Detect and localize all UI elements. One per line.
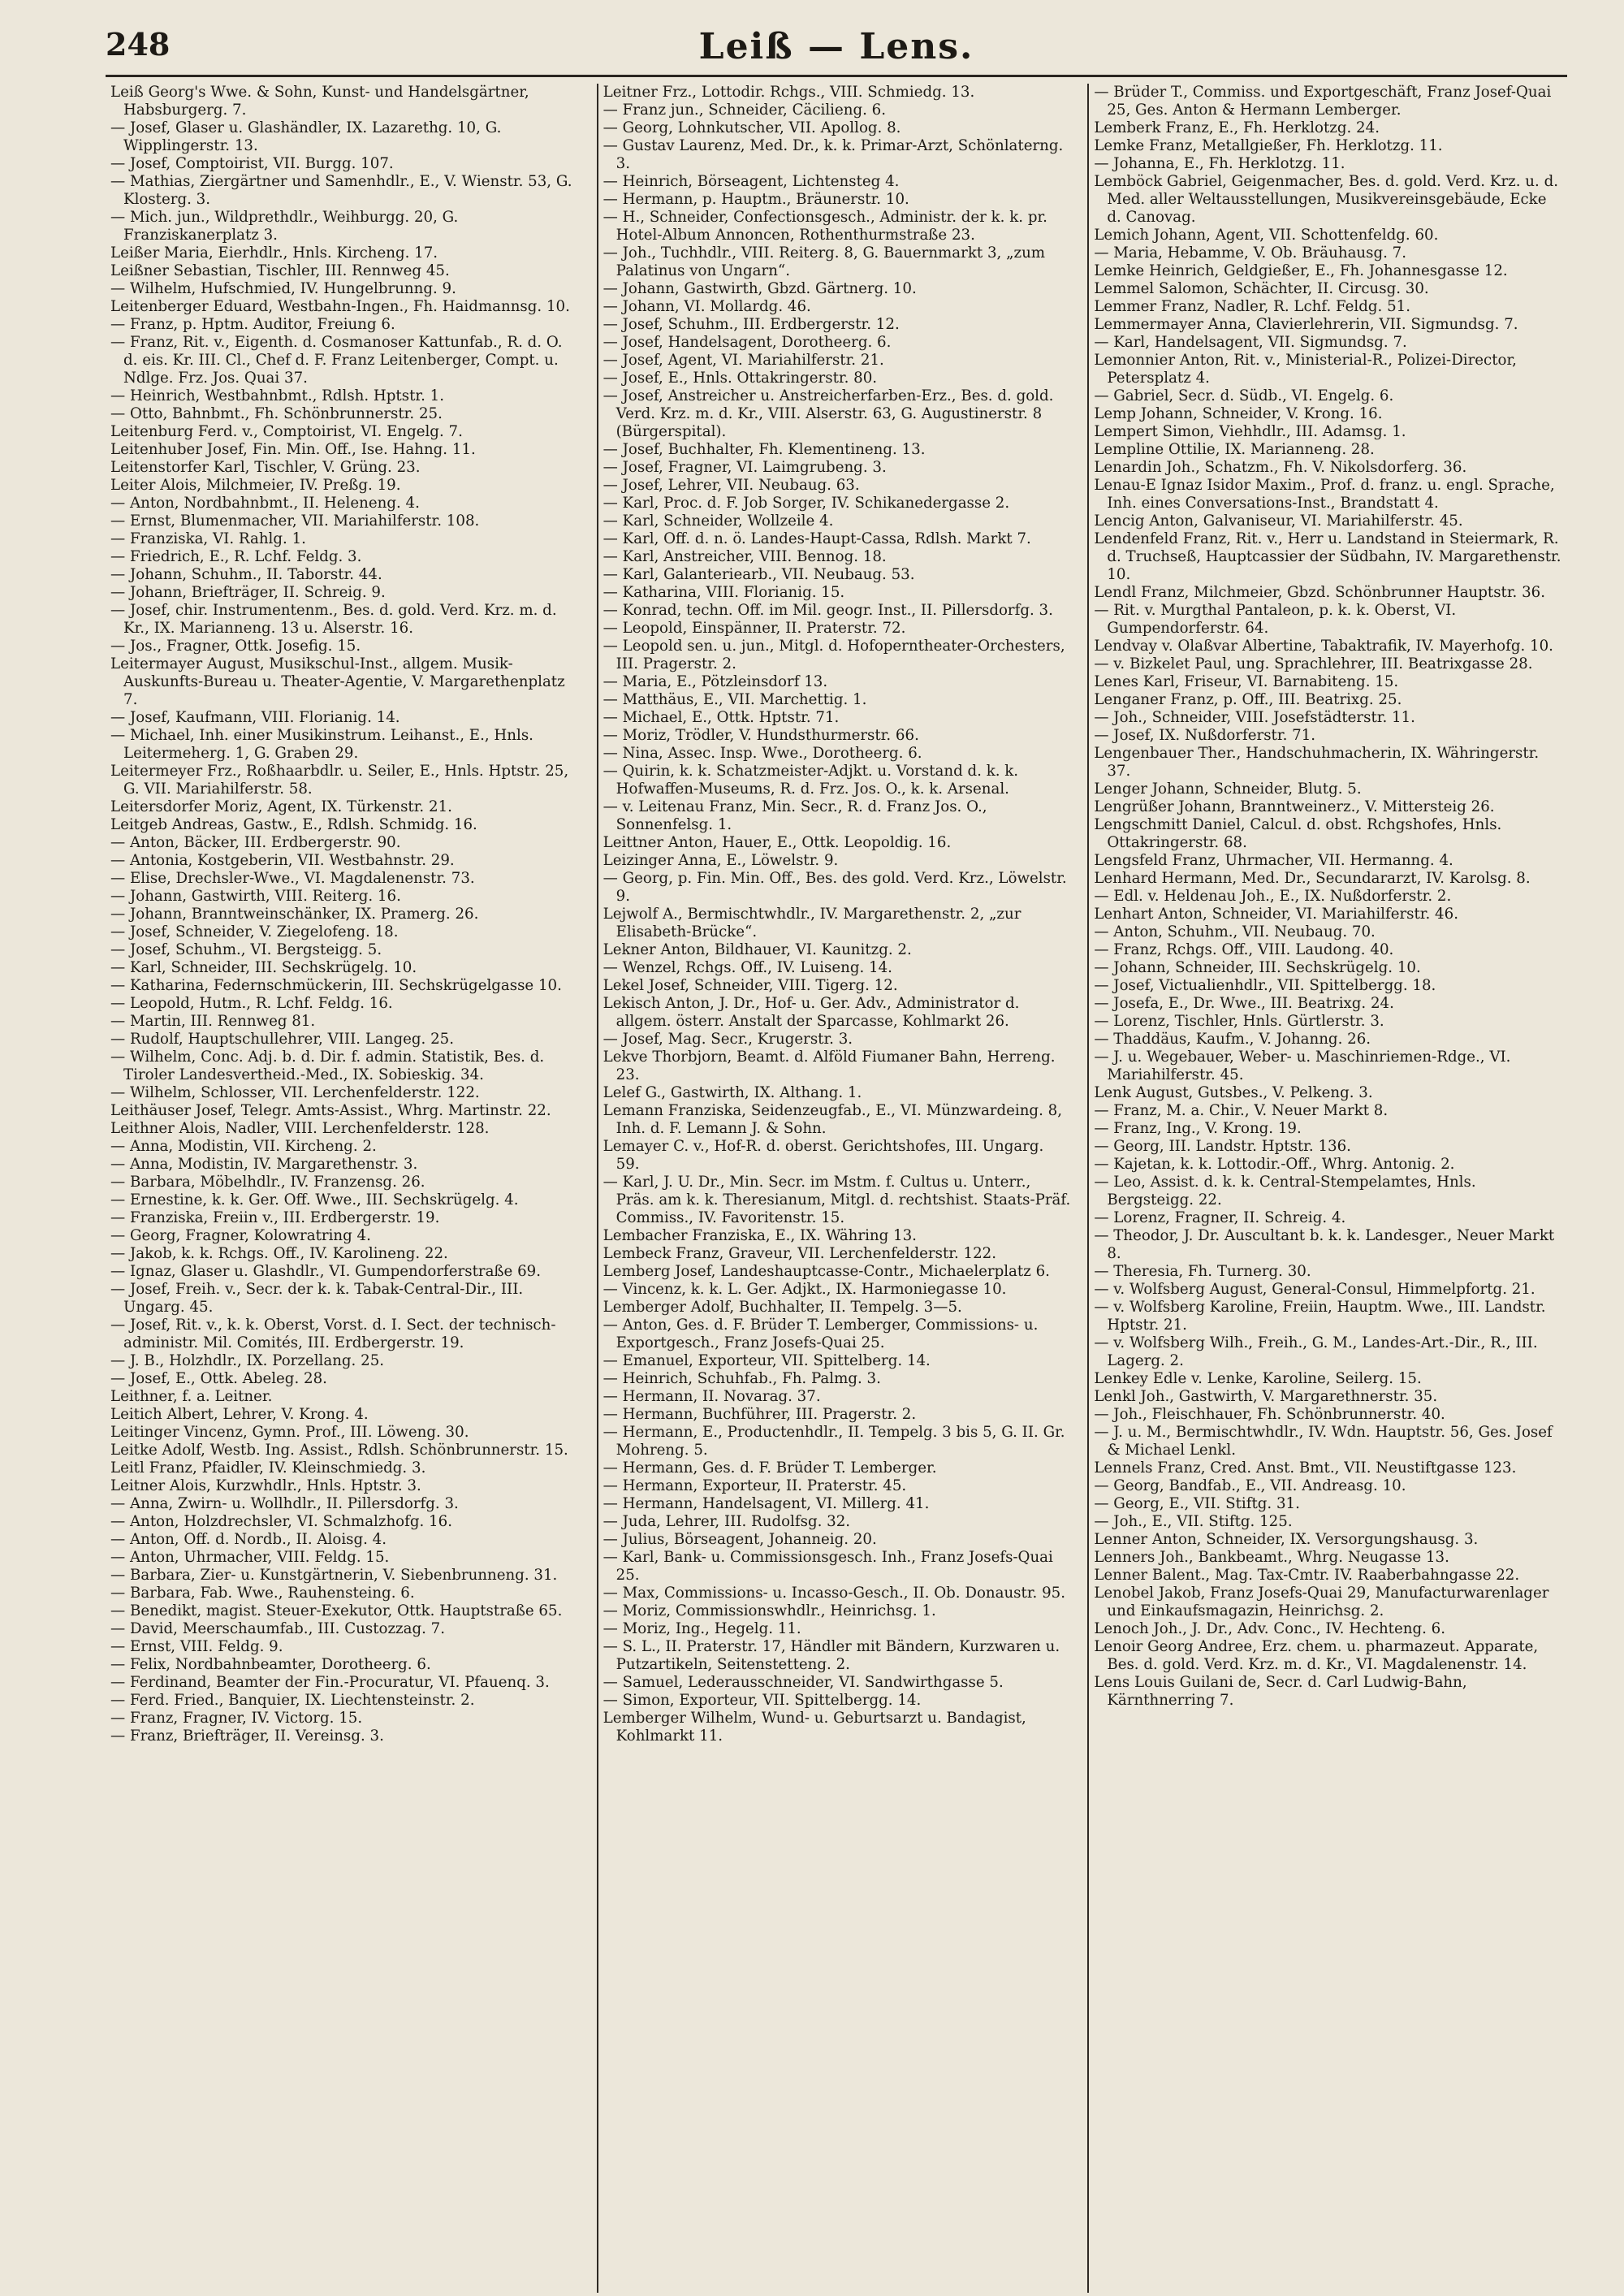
directory-entry: — Anton, Schuhm., VII. Neubaug. 70. — [1094, 923, 1376, 940]
directory-entry: — Karl, Galanteriearb., VII. Neubaug. 53. — [603, 566, 915, 583]
directory-entry: — Ernst, VIII. Feldg. 9. — [110, 1638, 283, 1655]
directory-entry: Lemonnier Anton, Rit. v., Ministerial-R., Polizei-Director, Petersplatz 4. — [1094, 352, 1517, 387]
directory-entry: — Hermann, Ges. d. F. Brüder T. Lemberger. — [603, 1459, 937, 1477]
directory-entry: Leiter Alois, Milchmeier, IV. Preßg. 19. — [110, 477, 401, 494]
directory-entry: — Karl, J. U. Dr., Min. Secr. im Mstm. f. Cultus u. Unterr., Präs. am k. k. Theresianum, Mitgl. d. rechtshist. Staats-Präf. Commiss., IV. Favoritenstr. 15. — [603, 1174, 1071, 1226]
directory-entry: — Franz, p. Hptm. Auditor, Freiung 6. — [110, 316, 395, 333]
directory-entry: Lembeck Franz, Graveur, VII. Lerchenfelderstr. 122. — [603, 1245, 997, 1262]
directory-entry: — Quirin, k. k. Schatzmeister-Adjkt. u. Vorstand d. k. k. Hofwaffen-Museums, R. d. Frz. Jos. O., k. k. Arsenal. — [603, 763, 1019, 798]
directory-entry: — Emanuel, Exporteur, VII. Spittelberg. 14. — [603, 1352, 931, 1369]
directory-entry: — Hermann, II. Novarag. 37. — [603, 1388, 821, 1405]
directory-entry: — Franziska, VI. Rahlg. 1. — [110, 530, 306, 547]
directory-entry: — Leopold sen. u. jun., Mitgl. d. Hofoperntheater-Orchesters, III. Pragerstr. 2. — [603, 638, 1065, 672]
directory-entry: — Matthäus, E., VII. Marchettig. 1. — [603, 691, 867, 708]
column-left — [106, 84, 585, 2293]
directory-entry: — Josef, Lehrer, VII. Neubaug. 63. — [603, 477, 860, 494]
directory-entry: Lens Louis Guilani de, Secr. d. Carl Ludwig-Bahn, Kärnthnerring 7. — [1094, 1674, 1467, 1709]
directory-entry: — Heinrich, Börseagent, Lichtensteg 4. — [603, 173, 900, 190]
directory-entry: — Anton, Ges. d. F. Brüder T. Lemberger, Commissions- u. Exportgesch., Franz Josefs-Quai 25. — [603, 1317, 1039, 1351]
directory-entry: Lemp Johann, Schneider, V. Krong. 16. — [1094, 405, 1383, 422]
directory-entry: Lengenbauer Ther., Handschuhmacherin, IX. Währingerstr. 37. — [1094, 745, 1540, 780]
directory-entry: — Thaddäus, Kaufm., V. Johanng. 26. — [1094, 1031, 1371, 1048]
directory-entry: Lenner Balent., Mag. Tax-Cmtr. IV. Raaberbahngasse 22. — [1094, 1567, 1520, 1584]
directory-entry: Leißner Sebastian, Tischler, III. Rennweg 45. — [110, 262, 450, 279]
directory-entry: — Georg, E., VII. Stiftg. 31. — [1094, 1495, 1300, 1512]
directory-entry: Lemberg Josef, Landeshauptcasse-Contr., Michaelerplatz 6. — [603, 1263, 1050, 1280]
directory-entry: — Antonia, Kostgeberin, VII. Westbahnstr. 29. — [110, 852, 455, 869]
directory-entry: — Hermann, Handelsagent, VI. Millerg. 41. — [603, 1495, 930, 1512]
directory-entry: Lemmel Salomon, Schächter, II. Circusg. 30. — [1094, 280, 1429, 297]
directory-entry: Leithner, f. a. Leitner. — [110, 1388, 273, 1405]
directory-entry: — Benedikt, magist. Steuer-Exekutor, Ottk. Hauptstraße 65. — [110, 1602, 563, 1619]
directory-entry: — Josef, IX. Nußdorferstr. 71. — [1094, 727, 1316, 744]
directory-entry: Lemich Johann, Agent, VII. Schottenfeldg. 60. — [1094, 227, 1439, 244]
directory-entry: Lemke Franz, Metallgießer, Fh. Herklotzg. 11. — [1094, 137, 1443, 154]
directory-entry: Lemberger Wilhelm, Wund- u. Geburtsarzt u. Bandagist, Kohlmarkt 11. — [603, 1710, 1026, 1745]
directory-entry: Lendenfeld Franz, Rit. v., Herr u. Landstand in Steiermark, R. d. Truchseß, Hauptcassier der Südbahn, IV. Margarethenstr. 10. — [1094, 530, 1561, 583]
directory-entry: — Wenzel, Rchgs. Off., IV. Luiseng. 14. — [603, 959, 892, 976]
directory-entry: Leitermayer August, Musikschul-Inst., allgem. Musik-Auskunfts-Bureau u. Theater-Agentie, V. Margarethenplatz 7. — [110, 655, 565, 708]
directory-entry: — Jos., Fragner, Ottk. Josefig. 15. — [110, 638, 361, 655]
directory-entry: Leitersdorfer Moriz, Agent, IX. Türkenstr. 21. — [110, 798, 452, 815]
directory-entry: — Johann, Schuhm., II. Taborstr. 44. — [110, 566, 382, 583]
directory-entry: — Anton, Nordbahnbmt., II. Heleneng. 4. — [110, 495, 420, 512]
directory-entry: Lemann Franziska, Seidenzeugfab., E., VI. Münzwardeing. 8, Inh. d. F. Lemann J. & Sohn. — [603, 1102, 1062, 1137]
directory-entry: — Ferd. Fried., Banquier, IX. Liechtensteinstr. 2. — [110, 1692, 475, 1709]
directory-entry: — Elise, Drechsler-Wwe., VI. Magdalenenstr. 73. — [110, 870, 475, 887]
directory-entry: Lemke Heinrich, Geldgießer, E., Fh. Johannesgasse 12. — [1094, 262, 1508, 279]
directory-entry: Lenobel Jakob, Franz Josefs-Quai 29, Manufacturwarenlager und Einkaufsmagazin, Heinrichsg. 2. — [1094, 1585, 1549, 1619]
directory-entry: — Anton, Bäcker, III. Erdbergerstr. 90. — [110, 834, 401, 851]
directory-entry: — Franz, Fragner, IV. Victorg. 15. — [110, 1710, 363, 1727]
directory-entry: — Johann, Branntweinschänker, IX. Pramerg. 26. — [110, 906, 479, 923]
directory-entry: Leitinger Vincenz, Gymn. Prof., III. Löweng. 30. — [110, 1424, 469, 1441]
directory-entry: — v. Wolfsberg Karoline, Freiin, Hauptm. Wwe., III. Landstr. Hptstr. 21. — [1094, 1299, 1546, 1334]
directory-entry: — Karl, Schneider, Wollzeile 4. — [603, 512, 834, 530]
directory-entry: — Anna, Modistin, VII. Kircheng. 2. — [110, 1138, 377, 1155]
directory-entry: — Otto, Bahnbmt., Fh. Schönbrunnerstr. 25. — [110, 405, 443, 422]
directory-entry: Lenau-E Ignaz Isidor Maxim., Prof. d. franz. u. engl. Sprache, Inh. eines Conversations-Inst., Brandstatt 4. — [1094, 477, 1555, 512]
directory-entry: — Moriz, Trödler, V. Hundsthurmerstr. 66. — [603, 727, 919, 744]
directory-entry: Leißer Maria, Eierhdlr., Hnls. Kircheng. 17. — [110, 244, 438, 262]
directory-entry: — Michael, E., Ottk. Hptstr. 71. — [603, 709, 840, 726]
directory-entry: — Kajetan, k. k. Lottodir.-Off., Whrg. Antonig. 2. — [1094, 1156, 1455, 1173]
directory-entry: — Michael, Inh. einer Musikinstrum. Leihanst., E., Hnls. Leitermeherg. 1, G. Graben 29. — [110, 727, 533, 762]
directory-entry: — Joh., Tuchhdlr., VIII. Reiterg. 8, G. Bauernmarkt 3, „zum Palatinus von Ungarn“. — [603, 244, 1046, 279]
directory-entry: — Felix, Nordbahnbeamter, Dorotheerg. 6. — [110, 1656, 431, 1673]
header-rule — [106, 75, 1567, 77]
directory-entry: — Josef, Handelsagent, Dorotheerg. 6. — [603, 334, 892, 351]
directory-entry: — Juda, Lehrer, III. Rudolfsg. 32. — [603, 1513, 851, 1530]
directory-entry: Lencig Anton, Galvaniseur, VI. Mariahilferstr. 45. — [1094, 512, 1463, 530]
directory-entry: Lendl Franz, Milchmeier, Gbzd. Schönbrunner Hauptstr. 36. — [1094, 584, 1546, 601]
directory-entry: — Max, Commissions- u. Incasso-Gesch., II. Ob. Donaustr. 95. — [603, 1585, 1065, 1602]
directory-columns — [106, 84, 1567, 2293]
directory-entry: — Hermann, p. Hauptm., Bräunerstr. 10. — [603, 191, 909, 208]
directory-entry: — Franz, M. a. Chir., V. Neuer Markt 8. — [1094, 1102, 1389, 1119]
directory-entry: — Georg, p. Fin. Min. Off., Bes. des gold. Verd. Krz., Löwelstr. 9. — [603, 870, 1067, 905]
directory-entry: — Josef, Glaser u. Glashändler, IX. Lazarethg. 10, G. Wipplingerstr. 13. — [110, 119, 502, 154]
directory-entry: — Johann, Gastwirth, VIII. Reiterg. 16. — [110, 888, 401, 905]
directory-entry: — Barbara, Möbelhdlr., IV. Franzensg. 26. — [110, 1174, 425, 1191]
directory-entry: — Josef, Schuhm., VI. Bergsteigg. 5. — [110, 941, 382, 958]
directory-entry: — Anton, Off. d. Nordb., II. Aloisg. 4. — [110, 1531, 387, 1548]
directory-entry: Lendvay v. Olaßvar Albertine, Tabaktrafik, IV. Mayerhofg. 10. — [1094, 638, 1553, 655]
directory-entry: — Lorenz, Fragner, II. Schreig. 4. — [1094, 1209, 1346, 1226]
directory-entry: — Ernst, Blumenmacher, VII. Mariahilferstr. 108. — [110, 512, 480, 530]
directory-entry: — Josefa, E., Dr. Wwe., III. Beatrixg. 24. — [1094, 995, 1394, 1012]
directory-entry: Leizinger Anna, E., Löwelstr. 9. — [603, 852, 839, 869]
directory-entry: — Mathias, Ziergärtner und Samenhdlr., E., V. Wienstr. 53, G. Klosterg. 3. — [110, 173, 572, 208]
directory-entry: — Karl, Proc. d. F. Job Sorger, IV. Schikanedergasse 2. — [603, 495, 1010, 512]
directory-entry: — Georg, Fragner, Kolowratring 4. — [110, 1227, 371, 1244]
directory-entry: Lekner Anton, Bildhauer, VI. Kaunitzg. 2. — [603, 941, 912, 958]
directory-entry: — Maria, E., Pötzleinsdorf 13. — [603, 673, 828, 690]
directory-entry: — Katharina, Federnschmückerin, III. Sechskrügelgasse 10. — [110, 977, 562, 994]
directory-entry: — Moriz, Commissionswhdlr., Heinrichsg. 1. — [603, 1602, 936, 1619]
directory-entry: — Julius, Börseagent, Johanneig. 20. — [603, 1531, 877, 1548]
directory-entry: — Josef, Victualienhdlr., VII. Spittelbergg. 18. — [1094, 977, 1436, 994]
directory-entry: — J. u. M., Bermischtwhdlr., IV. Wdn. Hauptstr. 56, Ges. Josef & Michael Lenkl. — [1094, 1424, 1553, 1459]
column-right — [1087, 84, 1567, 2293]
directory-entry: — v. Leitenau Franz, Min. Secr., R. d. Franz Jos. O., Sonnenfelsg. 1. — [603, 798, 987, 833]
directory-entry: — Vincenz, k. k. L. Ger. Adjkt., IX. Harmoniegasse 10. — [603, 1281, 1007, 1298]
directory-entry: — Brüder T., Commiss. und Exportgeschäft, Franz Josef-Quai 25, Ges. Anton & Hermann Lemberger. — [1094, 84, 1552, 119]
directory-entry: — Josef, chir. Instrumentenm., Bes. d. gold. Verd. Krz. m. d. Kr., IX. Marianneng. 13 u. Alserstr. 16. — [110, 602, 557, 637]
directory-entry: — Josef, Agent, VI. Mariahilferstr. 21. — [603, 352, 884, 369]
directory-entry: Leitl Franz, Pfaidler, IV. Kleinschmiedg. 3. — [110, 1459, 426, 1477]
directory-entry: — Franz, Rchgs. Off., VIII. Laudong. 40. — [1094, 941, 1394, 958]
directory-entry: Lenhard Hermann, Med. Dr., Secundararzt, IV. Karolsg. 8. — [1094, 870, 1531, 887]
page-number: 248 — [106, 26, 171, 63]
directory-entry: — David, Meerschaumfab., III. Custozzag. 7. — [110, 1620, 446, 1637]
directory-entry: — Anna, Modistin, IV. Margarethenstr. 3. — [110, 1156, 418, 1173]
directory-entry: — Johann, Briefträger, II. Schreig. 9. — [110, 584, 386, 601]
directory-entry: — S. L., II. Praterstr. 17, Händler mit Bändern, Kurzwaren u. Putzartikeln, Seitenstetteng. 2. — [603, 1638, 1060, 1673]
directory-entry: — Lorenz, Tischler, Hnls. Gürtlerstr. 3. — [1094, 1013, 1384, 1030]
directory-entry: — Ernestine, k. k. Ger. Off. Wwe., III. Sechskrügelg. 4. — [110, 1191, 519, 1209]
directory-entry: Lenner Anton, Schneider, IX. Versorgungshausg. 3. — [1094, 1531, 1479, 1548]
directory-entry: Lenger Johann, Schneider, Blutg. 5. — [1094, 780, 1362, 798]
directory-entry: — Joh., Fleischhauer, Fh. Schönbrunnerstr. 40. — [1094, 1406, 1445, 1423]
directory-entry: — v. Wolfsberg August, General-Consul, Himmelpfortg. 21. — [1094, 1281, 1535, 1298]
directory-entry: — Karl, Anstreicher, VIII. Bennog. 18. — [603, 548, 887, 565]
directory-entry: — Ignaz, Glaser u. Glashdlr., VI. Gumpendorferstraße 69. — [110, 1263, 542, 1280]
page-title: Leiß — Lens. — [698, 26, 974, 67]
page-header — [106, 26, 1567, 73]
directory-entry: — Joh., E., VII. Stiftg. 125. — [1094, 1513, 1293, 1530]
directory-entry: — Josef, Fragner, VI. Laimgrubeng. 3. — [603, 459, 887, 476]
directory-entry: Leitke Adolf, Westb. Ing. Assist., Rdlsh. Schönbrunnerstr. 15. — [110, 1442, 568, 1459]
column-middle — [597, 84, 1077, 2293]
directory-entry: Lempert Simon, Viehhdlr., III. Adamsg. 1. — [1094, 423, 1406, 440]
directory-entry: — Hermann, Exporteur, II. Praterstr. 45. — [603, 1477, 907, 1494]
directory-entry: Lenardin Joh., Schatzm., Fh. V. Nikolsdorferg. 36. — [1094, 459, 1467, 476]
directory-entry: — Wilhelm, Schlosser, VII. Lerchenfelderstr. 122. — [110, 1084, 480, 1101]
directory-entry: Leitich Albert, Lehrer, V. Krong. 4. — [110, 1406, 369, 1423]
directory-entry: — Konrad, techn. Off. im Mil. geogr. Inst., II. Pillersdorfg. 3. — [603, 602, 1053, 619]
directory-entry: Lengschmitt Daniel, Calcul. d. obst. Rchgshofes, Hnls. Ottakringerstr. 68. — [1094, 816, 1502, 851]
directory-entry: — Theresia, Fh. Turnerg. 30. — [1094, 1263, 1311, 1280]
directory-entry: — Barbara, Zier- u. Kunstgärtnerin, V. Siebenbrunneng. 31. — [110, 1567, 558, 1584]
directory-entry: Lemmer Franz, Nadler, R. Lchf. Feldg. 51. — [1094, 298, 1411, 315]
directory-entry: — Franz, Rit. v., Eigenth. d. Cosmanoser Kattunfab., R. d. O. d. eis. Kr. III. Cl., Chef d. F. Franz Leitenberger, Compt. u. Ndlge. Frz. Jos. Quai 37. — [110, 334, 563, 387]
directory-entry: — Josef, E., Ottk. Abeleg. 28. — [110, 1370, 327, 1387]
directory-entry: — Friedrich, E., R. Lchf. Feldg. 3. — [110, 548, 362, 565]
directory-entry: — Nina, Assec. Insp. Wwe., Dorotheerg. 6. — [603, 745, 922, 762]
directory-entry: — Theodor, J. Dr. Auscultant b. k. k. Landesger., Neuer Markt 8. — [1094, 1227, 1555, 1262]
directory-entry: — Jakob, k. k. Rchgs. Off., IV. Karolineng. 22. — [110, 1245, 448, 1262]
directory-entry: — Franz, Briefträger, II. Vereinsg. 3. — [110, 1727, 384, 1745]
directory-entry: Lekel Josef, Schneider, VIII. Tigerg. 12. — [603, 977, 898, 994]
directory-entry: Leitner Alois, Kurzwhdlr., Hnls. Hptstr. 3. — [110, 1477, 421, 1494]
directory-entry: — Josef, Buchhalter, Fh. Klementineng. 13. — [603, 441, 926, 458]
directory-entry: Lenkl Joh., Gastwirth, V. Margarethnerstr. 35. — [1094, 1388, 1438, 1405]
directory-entry: Lemmermayer Anna, Clavierlehrerin, VII. Sigmundsg. 7. — [1094, 316, 1518, 333]
directory-entry: — J. u. Wegebauer, Weber- u. Maschinriemen-Rdge., VI. Mariahilferstr. 45. — [1094, 1049, 1511, 1083]
directory-entry: — Barbara, Fab. Wwe., Rauhensteing. 6. — [110, 1585, 415, 1602]
directory-entry: — Josef, E., Hnls. Ottakringerstr. 80. — [603, 370, 878, 387]
directory-entry: Lembacher Franziska, E., IX. Währing 13. — [603, 1227, 917, 1244]
directory-entry: — Gabriel, Secr. d. Südb., VI. Engelg. 6. — [1094, 387, 1394, 404]
directory-entry: — Georg, Lohnkutscher, VII. Apollog. 8. — [603, 119, 901, 136]
directory-entry: — Mich. jun., Wildprethdlr., Weihburgg. 20, G. Franziskanerplatz 3. — [110, 209, 459, 244]
directory-entry: Lemberger Adolf, Buchhalter, II. Tempelg. 3—5. — [603, 1299, 962, 1316]
directory-entry: — Josef, Freih. v., Secr. der k. k. Tabak-Central-Dir., III. Ungarg. 45. — [110, 1281, 524, 1316]
directory-entry: Lenganer Franz, p. Off., III. Beatrixg. 25. — [1094, 691, 1402, 708]
directory-entry: — Hermann, E., Productenhdlr., II. Tempelg. 3 bis 5, G. II. Gr. Mohreng. 5. — [603, 1424, 1065, 1459]
directory-entry: — Ferdinand, Beamter der Fin.-Procuratur, VI. Pfauenq. 3. — [110, 1674, 550, 1691]
directory-entry: Lenes Karl, Friseur, VI. Barnabiteng. 15. — [1094, 673, 1399, 690]
directory-entry: — Moriz, Ing., Hegelg. 11. — [603, 1620, 801, 1637]
directory-entry: — Edl. v. Heldenau Joh., E., IX. Nußdorferstr. 2. — [1094, 888, 1452, 905]
directory-entry: Lemberk Franz, E., Fh. Herklotzg. 24. — [1094, 119, 1380, 136]
directory-entry: — v. Wolfsberg Wilh., Freih., G. M., Landes-Art.-Dir., R., III. Lagerg. 2. — [1094, 1334, 1538, 1369]
directory-entry: Lemayer C. v., Hof-R. d. oberst. Gerichtshofes, III. Ungarg. 59. — [603, 1138, 1044, 1173]
directory-entry: — Anton, Uhrmacher, VIII. Feldg. 15. — [110, 1549, 390, 1566]
directory-entry: Lejwolf A., Bermischtwhdlr., IV. Margarethenstr. 2, „zur Elisabeth-Brücke“. — [603, 906, 1021, 940]
directory-entry: — Maria, Hebamme, V. Ob. Bräuhausg. 7. — [1094, 244, 1407, 262]
directory-entry: — Joh., Schneider, VIII. Josefstädterstr. 11. — [1094, 709, 1415, 726]
directory-entry: Leitner Frz., Lottodir. Rchgs., VIII. Schmiedg. 13. — [603, 84, 975, 101]
directory-entry: Leittner Anton, Hauer, E., Ottk. Leopoldig. 16. — [603, 834, 952, 851]
directory-entry: — J. B., Holzhdlr., IX. Porzellang. 25. — [110, 1352, 385, 1369]
directory-entry: — Karl, Bank- u. Commissionsgesch. Inh., Franz Josefs-Quai 25. — [603, 1549, 1053, 1584]
directory-entry: Lengsfeld Franz, Uhrmacher, VII. Hermanng. 4. — [1094, 852, 1453, 869]
directory-entry: — Martin, III. Rennweg 81. — [110, 1013, 316, 1030]
directory-entry: — Johann, Gastwirth, Gbzd. Gärtnerg. 10. — [603, 280, 917, 297]
directory-entry: Lemböck Gabriel, Geigenmacher, Bes. d. gold. Verd. Krz. u. d. Med. aller Weltausstellungen, Musikvereinsgebäude, Ecke d. Canovag. — [1094, 173, 1558, 226]
directory-entry: — Leo, Assist. d. k. k. Central-Stempelamtes, Hnls. Bergsteigg. 22. — [1094, 1174, 1476, 1209]
directory-entry: — Karl, Off. d. n. ö. Landes-Haupt-Cassa, Rdlsh. Markt 7. — [603, 530, 1031, 547]
directory-entry: — Georg, Bandfab., E., VII. Andreasg. 10. — [1094, 1477, 1406, 1494]
directory-entry: Leithäuser Josef, Telegr. Amts-Assist., Whrg. Martinstr. 22. — [110, 1102, 551, 1119]
directory-entry: — Johanna, E., Fh. Herklotzg. 11. — [1094, 155, 1345, 172]
directory-entry: Lempline Ottilie, IX. Marianneng. 28. — [1094, 441, 1375, 458]
directory-entry: Lekisch Anton, J. Dr., Hof- u. Ger. Adv., Administrator d. allgem. österr. Anstalt der Sparcasse, Kohlmarkt 26. — [603, 995, 1020, 1030]
directory-entry: Leitenstorfer Karl, Tischler, V. Grüng. 23. — [110, 459, 421, 476]
directory-entry: Lenoir Georg Andree, Erz. chem. u. pharmazeut. Apparate, Bes. d. gold. Verd. Krz. m. d. Kr., VI. Magdalenenstr. 14. — [1094, 1638, 1539, 1673]
directory-entry: — Karl, Schneider, III. Sechskrügelg. 10. — [110, 959, 417, 976]
directory-entry: — Georg, III. Landstr. Hptstr. 136. — [1094, 1138, 1351, 1155]
directory-entry: — Samuel, Lederausschneider, VI. Sandwirthgasse 5. — [603, 1674, 1004, 1691]
directory-entry: Lelef G., Gastwirth, IX. Althang. 1. — [603, 1084, 862, 1101]
directory-entry: — Franziska, Freiin v., III. Erdbergerstr. 19. — [110, 1209, 440, 1226]
directory-entry: — Heinrich, Westbahnbmt., Rdlsh. Hptstr. 1. — [110, 387, 444, 404]
directory-entry: Lenkey Edle v. Lenke, Karoline, Seilerg. 15. — [1094, 1370, 1422, 1387]
directory-entry: — Rit. v. Murgthal Pantaleon, p. k. k. Oberst, VI. Gumpendorferstr. 64. — [1094, 602, 1457, 637]
directory-entry: Lenoch Joh., J. Dr., Adv. Conc., IV. Hechteng. 6. — [1094, 1620, 1446, 1637]
directory-entry: Lekve Thorbjorn, Beamt. d. Alföld Fiumaner Bahn, Herreng. 23. — [603, 1049, 1056, 1083]
directory-entry: — Leopold, Einspänner, II. Praterstr. 72. — [603, 620, 906, 637]
directory-entry: — Wilhelm, Hufschmied, IV. Hungelbrunng. 9. — [110, 280, 456, 297]
directory-entry: — Josef, Mag. Secr., Krugerstr. 3. — [603, 1031, 853, 1048]
directory-entry: Leithner Alois, Nadler, VIII. Lerchenfelderstr. 128. — [110, 1120, 490, 1137]
directory-entry: Lenners Joh., Bankbeamt., Whrg. Neugasse 13. — [1094, 1549, 1449, 1566]
directory-entry: — H., Schneider, Confectionsgesch., Administr. der k. k. pr. Hotel-Album Annoncen, Rothenthurmstraße 23. — [603, 209, 1047, 244]
directory-entry: Leiß Georg's Wwe. & Sohn, Kunst- und Handelsgärtner, Habsburgerg. 7. — [110, 84, 529, 119]
directory-entry: Lengrüßer Johann, Branntweinerz., V. Mittersteig 26. — [1094, 798, 1495, 815]
directory-entry: — Franz, Ing., V. Krong. 19. — [1094, 1120, 1302, 1137]
directory-entry: Lenk August, Gutsbes., V. Pelkeng. 3. — [1094, 1084, 1373, 1101]
directory-entry: — v. Bizkelet Paul, ung. Sprachlehrer, III. Beatrixgasse 28. — [1094, 655, 1533, 672]
directory-entry: — Josef, Schneider, V. Ziegelofeng. 18. — [110, 923, 399, 940]
directory-entry: Leitenburg Ferd. v., Comptoirist, VI. Engelg. 7. — [110, 423, 463, 440]
directory-entry: — Hermann, Buchführer, III. Pragerstr. 2. — [603, 1406, 917, 1423]
directory-entry: — Johann, VI. Mollardg. 46. — [603, 298, 811, 315]
directory-entry: Leitgeb Andreas, Gastw., E., Rdlsh. Schmidg. 16. — [110, 816, 477, 833]
directory-entry: — Karl, Handelsagent, VII. Sigmundsg. 7. — [1094, 334, 1407, 351]
directory-entry: — Katharina, VIII. Florianig. 15. — [603, 584, 845, 601]
directory-entry: Leitenhuber Josef, Fin. Min. Off., Ise. Hahng. 11. — [110, 441, 476, 458]
directory-entry: — Josef, Anstreicher u. Anstreicherfarben-Erz., Bes. d. gold. Verd. Krz. m. d. Kr., VIII. Alserstr. 63, G. Augustinerstr. 8 (Bürgerspital). — [603, 387, 1054, 440]
directory-entry: — Anton, Holzdrechsler, VI. Schmalzhofg. 16. — [110, 1513, 452, 1530]
directory-entry: — Wilhelm, Conc. Adj. b. d. Dir. f. admin. Statistik, Bes. d. Tiroler Landesvertheid.-Med., IX. Sobieskig. 34. — [110, 1049, 545, 1083]
directory-entry: — Josef, Kaufmann, VIII. Florianig. 14. — [110, 709, 400, 726]
directory-entry: Leitenberger Eduard, Westbahn-Ingen., Fh. Haidmannsg. 10. — [110, 298, 570, 315]
directory-entry: Lenhart Anton, Schneider, VI. Mariahilferstr. 46. — [1094, 906, 1458, 923]
directory-entry: — Josef, Rit. v., k. k. Oberst, Vorst. d. I. Sect. der technisch-administr. Mil. Comités, III. Erdbergerstr. 19. — [110, 1317, 556, 1351]
directory-entry: — Anna, Zwirn- u. Wollhdlr., II. Pillersdorfg. 3. — [110, 1495, 459, 1512]
directory-entry: — Heinrich, Schuhfab., Fh. Palmg. 3. — [603, 1370, 881, 1387]
directory-entry: — Gustav Laurenz, Med. Dr., k. k. Primar-Arzt, Schönlaterng. 3. — [603, 137, 1064, 172]
directory-entry: — Rudolf, Hauptschullehrer, VIII. Langeg. 25. — [110, 1031, 454, 1048]
directory-entry: — Simon, Exporteur, VII. Spittelbergg. 14. — [603, 1692, 922, 1709]
directory-entry: — Franz jun., Schneider, Cäcilieng. 6. — [603, 102, 887, 119]
directory-entry: Lennels Franz, Cred. Anst. Bmt., VII. Neustiftgasse 123. — [1094, 1459, 1517, 1477]
directory-entry: — Leopold, Hutm., R. Lchf. Feldg. 16. — [110, 995, 393, 1012]
directory-entry: — Josef, Comptoirist, VII. Burgg. 107. — [110, 155, 394, 172]
directory-entry: Leitermeyer Frz., Roßhaarbdlr. u. Seiler, E., Hnls. Hptstr. 25, G. VII. Mariahilferstr. 58. — [110, 763, 569, 798]
directory-entry: — Josef, Schuhm., III. Erdbergerstr. 12. — [603, 316, 900, 333]
directory-entry: — Johann, Schneider, III. Sechskrügelg. 10. — [1094, 959, 1421, 976]
